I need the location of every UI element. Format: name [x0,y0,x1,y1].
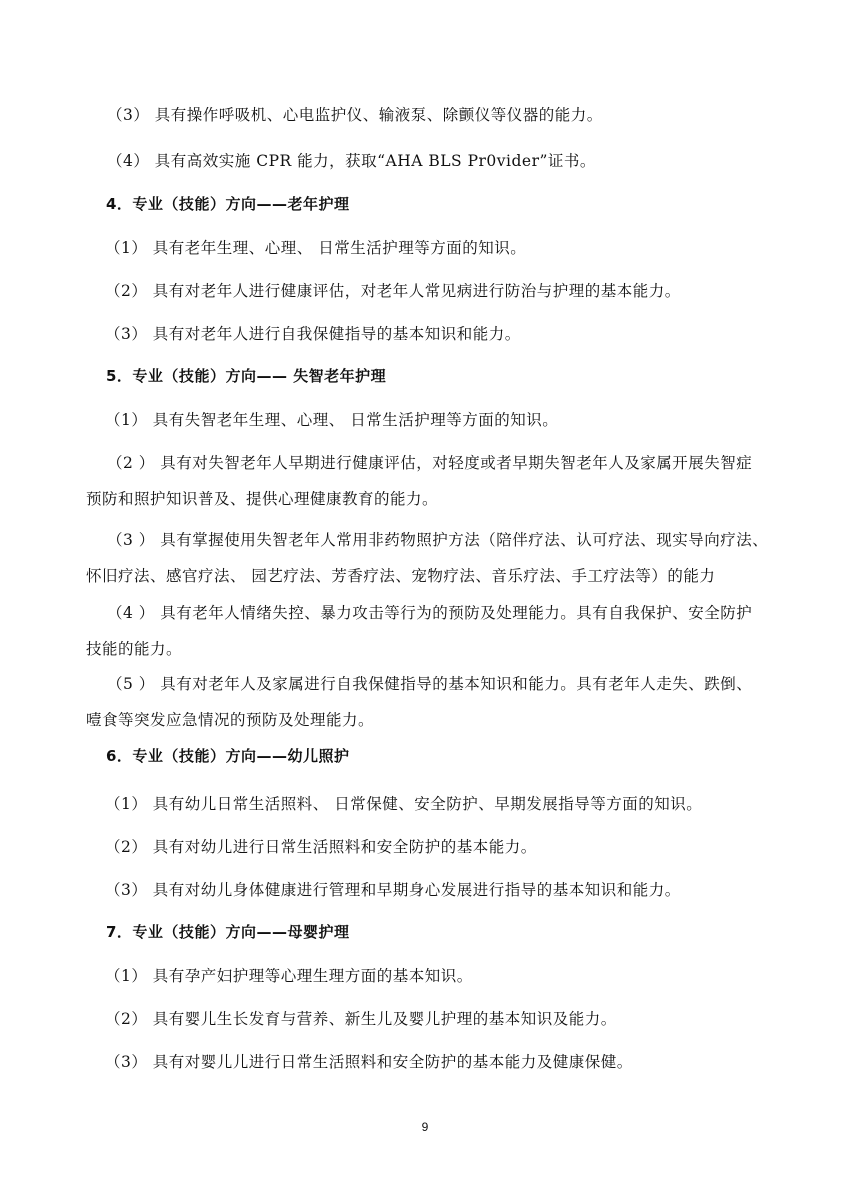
page-number: 9 [421,1120,429,1134]
paragraph-continuation: 预防和照护知识普及、提供心理健康教育的能力。 [86,490,439,508]
paragraph-item: （4） 具有高效实施 CPR 能力，获取“AHA BLS Pr0vider”证书。 [107,152,596,170]
paragraph-item: （1） 具有幼儿日常生活照料、 日常保健、安全防护、早期发展指导等方面的知识。 [105,795,703,813]
paragraph-item: （1） 具有孕产妇护理等心理生理方面的基本知识。 [105,967,473,985]
paragraph-continuation: 怀旧疗法、感官疗法、 园艺疗法、芳香疗法、宠物疗法、音乐疗法、手工疗法等）的能力 [86,567,716,585]
paragraph-item: （2） 具有对老年人进行健康评估，对老年人常见病进行防治与护理的基本能力。 [105,282,681,300]
section-heading: 6．专业（技能）方向——幼儿照护 [106,747,350,765]
paragraph-item: （3） 具有操作呼吸机、心电监护仪、输液泵、除颤仪等仪器的能力。 [107,106,603,124]
paragraph-item: （3 ） 具有掌握使用失智老年人常用非药物照护方法（陪伴疗法、认可疗法、现实导向疗法、 [107,531,769,549]
paragraph-item: （3） 具有对婴儿儿进行日常生活照料和安全防护的基本能力及健康保健。 [105,1053,633,1071]
paragraph-item: （2） 具有婴儿生长发育与营养、新生儿及婴儿护理的基本知识及能力。 [105,1010,617,1028]
paragraph-continuation: 技能的能力。 [86,640,183,658]
paragraph-item: （1） 具有失智老年生理、心理、 日常生活护理等方面的知识。 [105,411,559,429]
paragraph-item: （1） 具有老年生理、心理、 日常生活护理等方面的知识。 [105,239,527,257]
section-heading: 5．专业（技能）方向—— 失智老年护理 [106,367,387,385]
paragraph-item: （2 ） 具有对失智老年人早期进行健康评估，对轻度或者早期失智老年人及家属开展失智症 [107,454,753,472]
paragraph-item: （5 ） 具有对老年人及家属进行自我保健指导的基本知识和能力。具有老年人走失、跌倒、 [107,675,753,693]
section-heading: 4．专业（技能）方向——老年护理 [106,195,350,213]
paragraph-item: （3） 具有对老年人进行自我保健指导的基本知识和能力。 [105,325,521,343]
paragraph-continuation: 噎食等突发应急情况的预防及处理能力。 [86,711,375,729]
section-heading: 7．专业（技能）方向——母婴护理 [106,923,350,941]
paragraph-item: （2） 具有对幼儿进行日常生活照料和安全防护的基本能力。 [105,838,537,856]
paragraph-item: （3） 具有对幼儿身体健康进行管理和早期身心发展进行指导的基本知识和能力。 [105,881,681,899]
paragraph-item: （4 ） 具有老年人情绪失控、暴力攻击等行为的预防及处理能力。具有自我保护、安全防护 [107,604,753,622]
